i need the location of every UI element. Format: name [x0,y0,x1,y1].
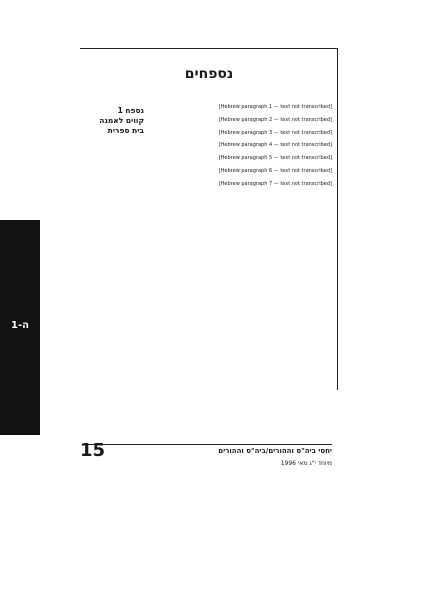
margin-rule [337,48,338,390]
chapter-tab-label: ה-1 [11,320,29,331]
issue-date: מיוחד י"ג מאי 1996 [280,460,332,467]
header-rule [80,48,338,49]
body-paragraph: [Hebrew paragraph 4 — text not transcribed] [218,142,332,149]
section-heading [88,106,144,136]
page-number: 15 [80,440,106,461]
body-paragraph: [Hebrew paragraph 3 — text not transcribed] [218,129,332,136]
body-paragraph: [Hebrew paragraph 6 — text not transcribed] [218,167,332,174]
footer-rule [88,444,332,445]
body-paragraph: [Hebrew paragraph 5 — text not transcribed] [218,155,332,162]
body-paragraph: [Hebrew paragraph 7 — text not transcribed] [218,180,332,187]
body-paragraph: [Hebrew paragraph 1 — text not transcribed] [218,104,332,110]
section-number: נספח 1 [117,106,144,115]
page-title: נספחים [184,66,234,82]
running-title: יחסי ביה"ס וההורים/ביה"ס וההורים [218,447,332,455]
body-text [152,104,332,194]
section-title-line-2: בית ספרית [107,126,144,135]
body-paragraph: [Hebrew paragraph 2 — text not transcribed] [218,116,332,123]
section-title-line-1: קווים לאמנה [99,116,144,125]
